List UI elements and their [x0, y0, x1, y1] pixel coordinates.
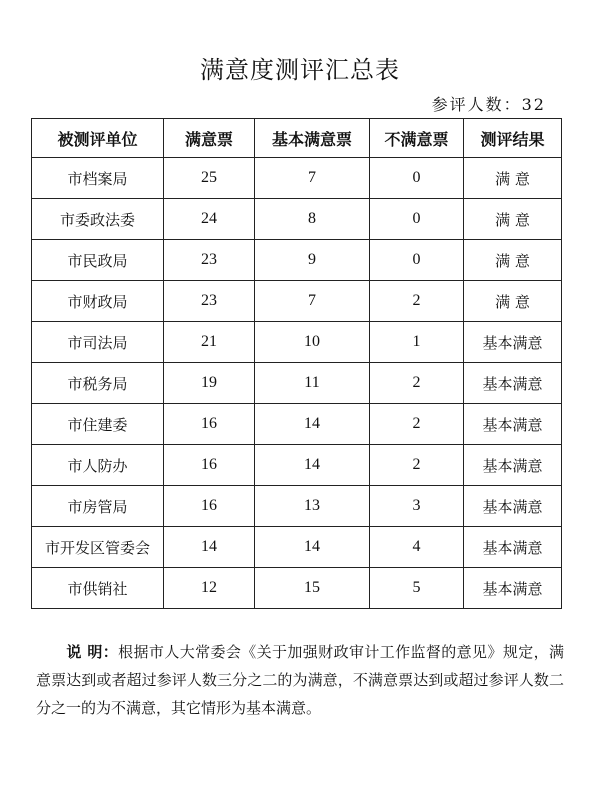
cell-result: 满 意	[464, 158, 562, 199]
cell-unit: 市房管局	[32, 486, 164, 527]
cell-satisfied: 16	[164, 486, 255, 527]
cell-basic-satisfied: 10	[255, 322, 370, 363]
table-row	[32, 568, 562, 609]
header-result: 测评结果	[464, 119, 562, 158]
cell-result: 基本满意	[464, 322, 562, 363]
explanatory-note	[36, 638, 564, 722]
header-unit: 被测评单位	[32, 119, 164, 158]
cell-satisfied: 16	[164, 445, 255, 486]
cell-satisfied: 12	[164, 568, 255, 609]
cell-result: 满 意	[464, 281, 562, 322]
cell-result: 基本满意	[464, 486, 562, 527]
evaluation-summary-table	[31, 118, 562, 609]
cell-unit: 市财政局	[32, 281, 164, 322]
cell-satisfied: 16	[164, 404, 255, 445]
cell-satisfied: 23	[164, 281, 255, 322]
table-row	[32, 158, 562, 199]
table-header-row	[32, 119, 562, 158]
cell-satisfied: 23	[164, 240, 255, 281]
cell-unit: 市住建委	[32, 404, 164, 445]
cell-unsatisfied: 2	[370, 281, 464, 322]
cell-unit: 市档案局	[32, 158, 164, 199]
cell-satisfied: 14	[164, 527, 255, 568]
cell-result: 基本满意	[464, 363, 562, 404]
cell-basic-satisfied: 13	[255, 486, 370, 527]
cell-unsatisfied: 2	[370, 445, 464, 486]
table-row	[32, 199, 562, 240]
cell-unsatisfied: 4	[370, 527, 464, 568]
table-row	[32, 281, 562, 322]
cell-unsatisfied: 0	[370, 240, 464, 281]
cell-basic-satisfied: 15	[255, 568, 370, 609]
cell-unit: 市委政法委	[32, 199, 164, 240]
cell-unit: 市供销社	[32, 568, 164, 609]
cell-result: 基本满意	[464, 445, 562, 486]
header-unsatisfied-votes: 不满意票	[370, 119, 464, 158]
note-label: 说 明：	[66, 643, 119, 661]
table-row	[32, 322, 562, 363]
cell-satisfied: 25	[164, 158, 255, 199]
cell-result: 基本满意	[464, 404, 562, 445]
cell-unit: 市人防办	[32, 445, 164, 486]
cell-basic-satisfied: 14	[255, 404, 370, 445]
cell-unsatisfied: 0	[370, 158, 464, 199]
cell-unsatisfied: 0	[370, 199, 464, 240]
cell-basic-satisfied: 9	[255, 240, 370, 281]
table-row	[32, 527, 562, 568]
table-row	[32, 363, 562, 404]
page-title: 满意度测评汇总表	[200, 56, 400, 84]
cell-unsatisfied: 2	[370, 363, 464, 404]
header-satisfied-votes: 满意票	[164, 119, 255, 158]
header-basic-satisfied-votes: 基本满意票	[255, 119, 370, 158]
cell-unit: 市开发区管委会	[32, 527, 164, 568]
cell-basic-satisfied: 11	[255, 363, 370, 404]
cell-satisfied: 21	[164, 322, 255, 363]
cell-basic-satisfied: 14	[255, 445, 370, 486]
table-row	[32, 404, 562, 445]
cell-result: 基本满意	[464, 568, 562, 609]
cell-basic-satisfied: 8	[255, 199, 370, 240]
cell-satisfied: 24	[164, 199, 255, 240]
cell-unsatisfied: 5	[370, 568, 464, 609]
cell-unit: 市司法局	[32, 322, 164, 363]
table-row	[32, 240, 562, 281]
participant-count: 参评人数：32	[431, 95, 546, 114]
cell-unit: 市税务局	[32, 363, 164, 404]
note-text: 根据市人大常委会《关于加强财政审计工作监督的意见》规定，满意票达到或者超过参评人数三分之二的为满意，不满意票达到或超过参评人数二分之一的为不满意，其它情形为基本满意。	[36, 643, 564, 717]
cell-unsatisfied: 2	[370, 404, 464, 445]
cell-satisfied: 19	[164, 363, 255, 404]
cell-basic-satisfied: 7	[255, 281, 370, 322]
cell-unit: 市民政局	[32, 240, 164, 281]
table-row	[32, 445, 562, 486]
table-row	[32, 486, 562, 527]
cell-unsatisfied: 3	[370, 486, 464, 527]
cell-result: 基本满意	[464, 527, 562, 568]
cell-result: 满 意	[464, 199, 562, 240]
cell-basic-satisfied: 14	[255, 527, 370, 568]
cell-basic-satisfied: 7	[255, 158, 370, 199]
cell-unsatisfied: 1	[370, 322, 464, 363]
cell-result: 满 意	[464, 240, 562, 281]
